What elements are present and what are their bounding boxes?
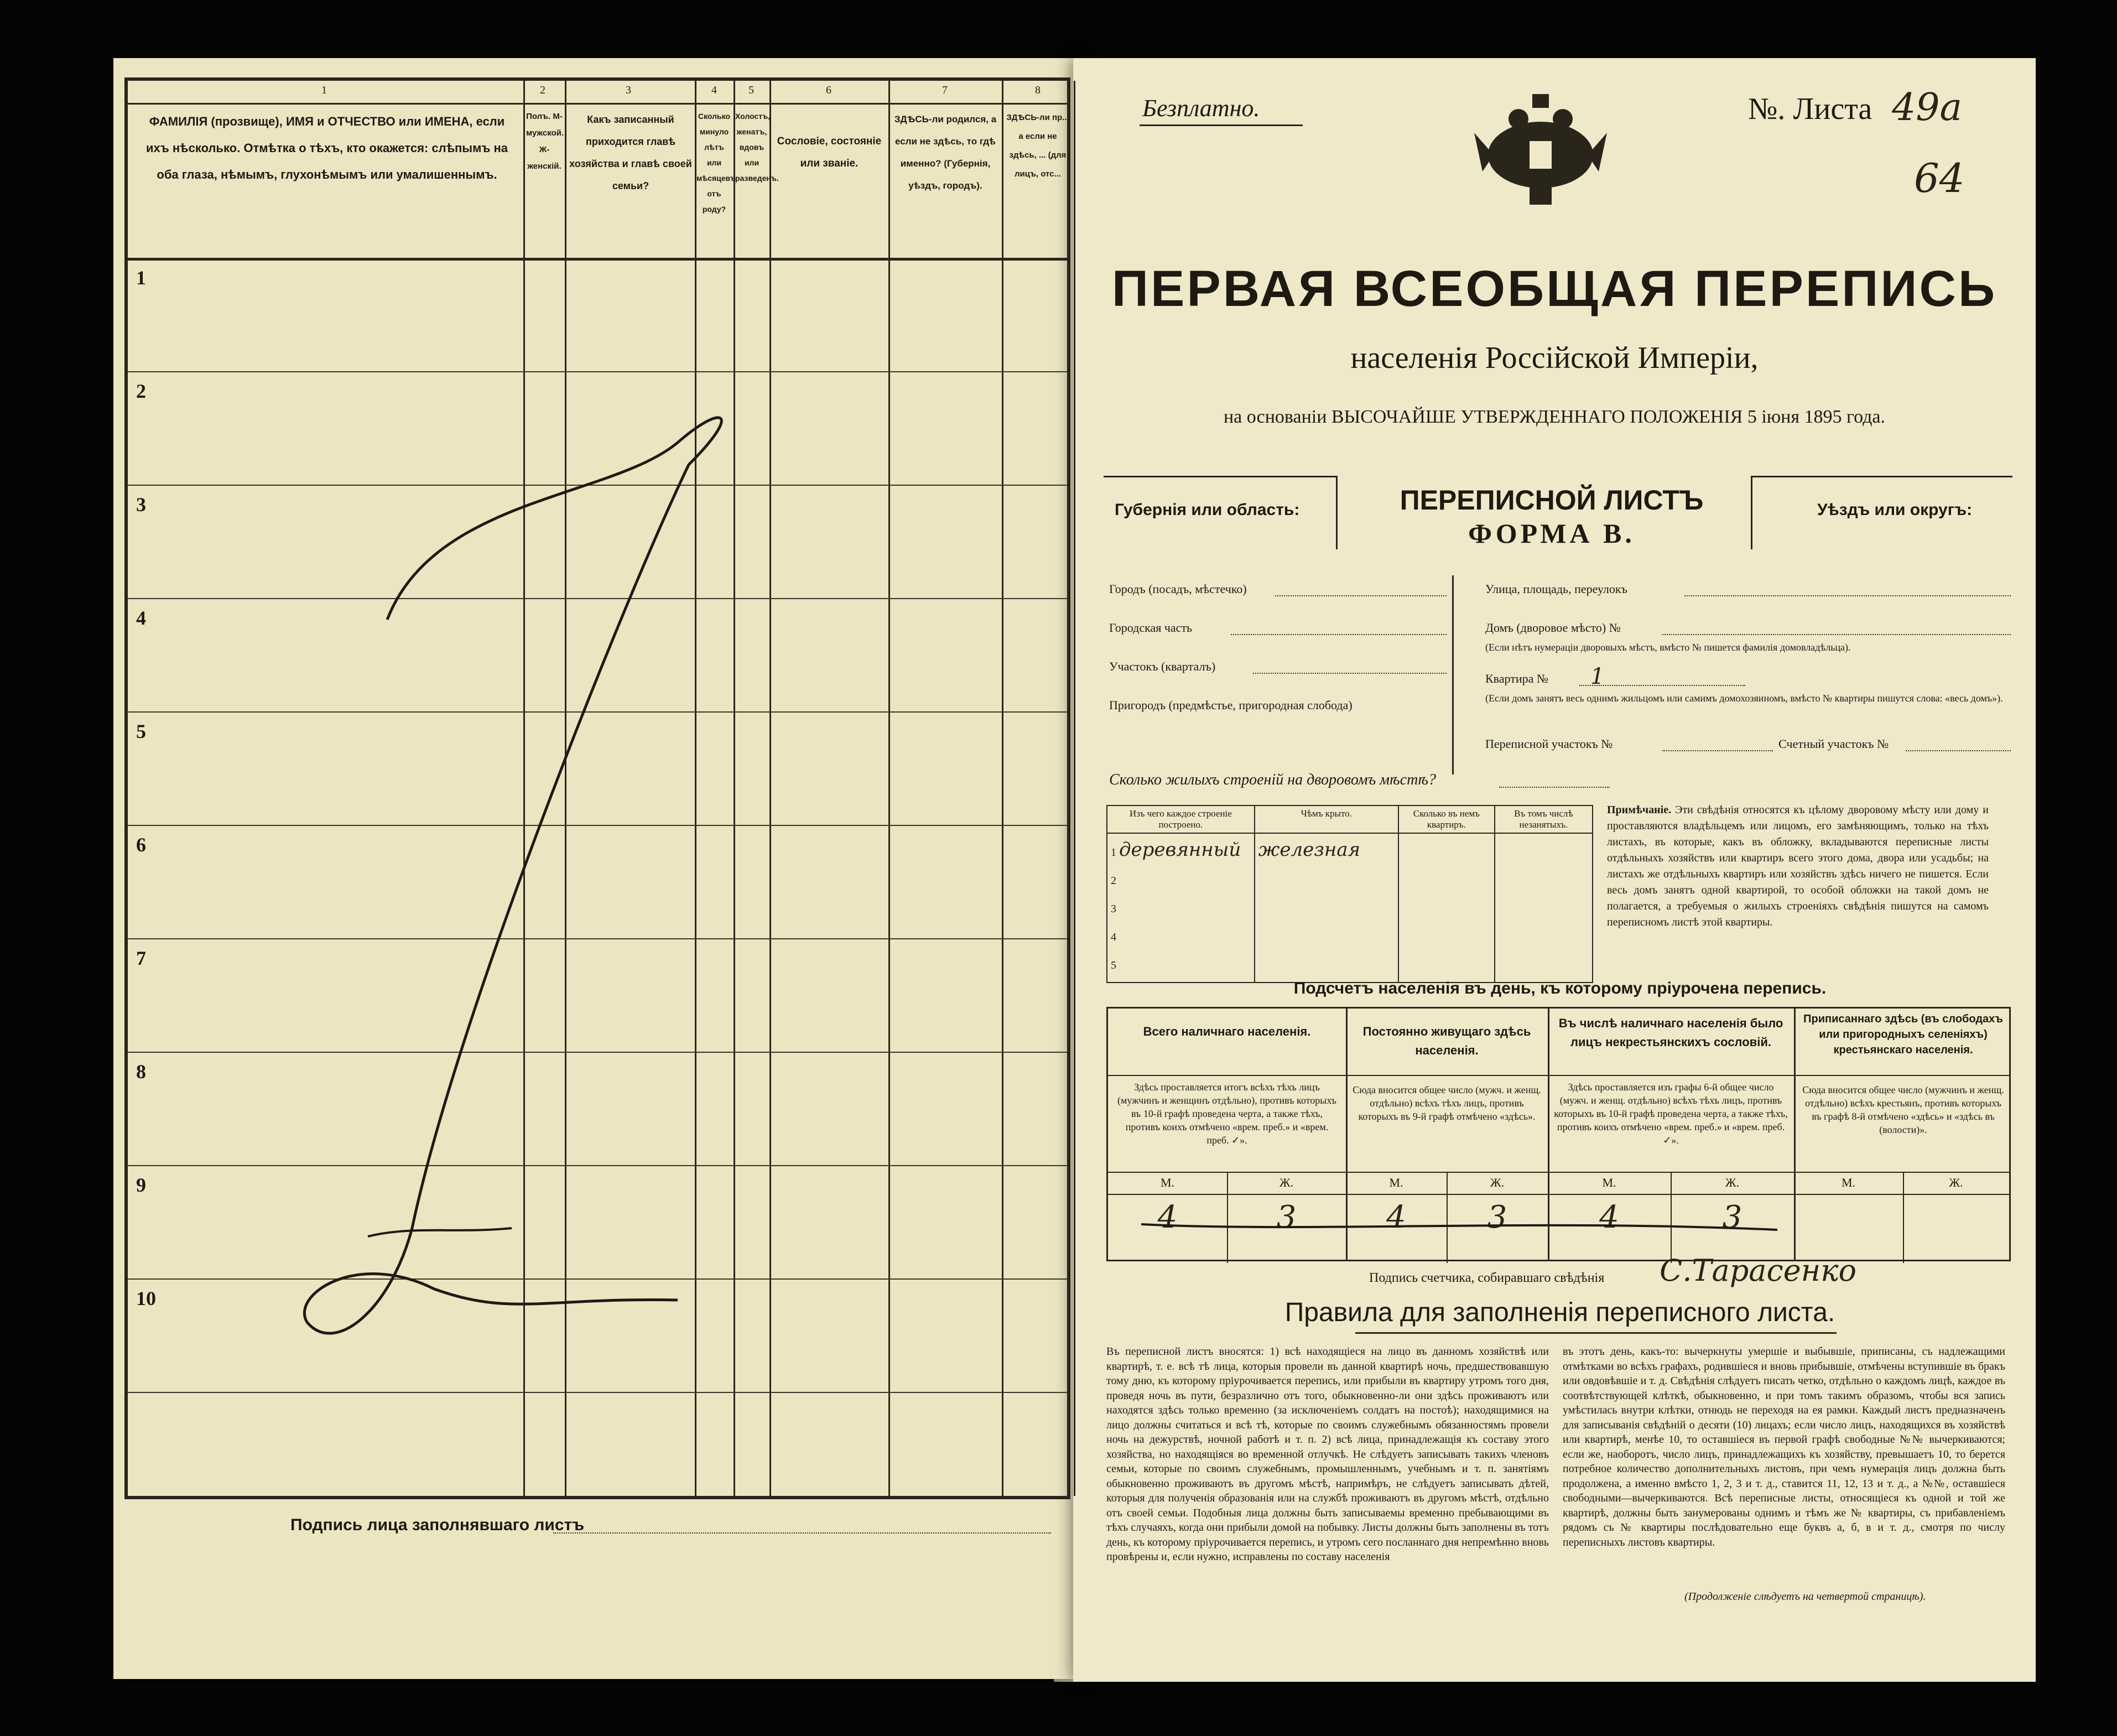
pop-value-non-peasant-m: 4: [1599, 1199, 1619, 1235]
field-precinct: Участокъ (кварталъ): [1109, 659, 1216, 673]
pop-head-peasant: Приписаннаго здѣсь (въ слободахъ или пригородныхъ селеніяхъ) крестьянскаго населенія.: [1803, 1013, 2003, 1056]
page-title: ПЕРВАЯ ВСЕОБЩАЯ ПЕРЕПИСЬ: [1111, 261, 1998, 317]
counter-signature-label: Подпись счетчика, собиравшаго свѣдѣнія: [1369, 1271, 1605, 1285]
mf-label-f: Ж.: [1725, 1176, 1740, 1189]
field-house: Домъ (дворовое мѣсто) №: [1485, 621, 1621, 635]
mf-label-m: М.: [1602, 1176, 1616, 1189]
column-number: 6: [826, 84, 831, 96]
buildings-table: [1106, 805, 1593, 983]
row-number: 9: [136, 1174, 146, 1196]
address-section: [1104, 575, 2022, 775]
buildings-question: Сколько жилыхъ строеній на дворовомъ мѣстѣ?: [1109, 771, 1437, 788]
sheet-label: №. Листа: [1748, 92, 1872, 126]
building-row-number: 4: [1111, 931, 1116, 943]
pop-head-non-peasant: Въ числѣ наличнаго населенія было лицъ некрестьянскихъ сословій.: [1558, 1016, 1783, 1049]
pop-desc-peasant: Сюда вносится общее число (мужчинъ и женщ. отдѣльно) всѣхъ крестьянъ, противъ которыхъ въ графѣ 8-й отмѣчено «здѣсь» и «здѣсь въ (волости)».: [1802, 1084, 2004, 1135]
field-city: Городъ (посадъ, мѣстечко): [1109, 582, 1247, 596]
mf-label-m: М.: [1841, 1176, 1856, 1189]
header-relation: Какъ записанный приходится главѣ хозяйства и главѣ своей семьи?: [569, 114, 692, 191]
strike-through-mark: [124, 77, 1070, 1499]
building-row1-material: деревянный: [1119, 839, 1241, 861]
page-subtitle: населенія Россійской Имперіи,: [1350, 341, 1759, 375]
column-number: 8: [1035, 84, 1041, 96]
row-number: 1: [136, 267, 146, 289]
note-block: [1607, 802, 1989, 931]
rules-continued: (Продолженіе слѣдуетъ на четвертой страницѣ).: [1684, 1591, 1926, 1603]
signature-label: Подпись лица заполнявшаго листъ: [290, 1516, 585, 1534]
header-residence: ЗДѢСЬ-ли пр... а если не здѣсь, ... (для лицъ, отс...: [1006, 113, 1069, 179]
pop-value-permanent-f: 3: [1487, 1199, 1507, 1235]
row-number: 4: [136, 607, 146, 629]
mf-label-f: Ж.: [1279, 1176, 1294, 1189]
field-census-section: Переписной участокъ №: [1485, 737, 1613, 751]
buildings-header-apartments: Сколько въ немъ квартиръ.: [1398, 805, 1495, 833]
header-marital: Холостъ, женатъ, вдовъ или разведенъ.: [735, 112, 779, 183]
mf-label-m: М.: [1160, 1176, 1175, 1189]
column-number: 5: [748, 84, 754, 96]
buildings-header-material: Изъ чего каждое строеніе построено.: [1107, 805, 1255, 833]
header-age: Сколько минуло лѣтъ или мѣсяцевъ отъ роду?: [696, 112, 736, 214]
signature-line: [553, 1532, 1051, 1534]
pop-value-non-peasant-f: 3: [1722, 1199, 1743, 1235]
province-label: Губернія или область:: [1115, 501, 1300, 519]
building-row-number: 1: [1111, 846, 1116, 859]
mf-label-f: Ж.: [1490, 1176, 1505, 1189]
form-title: ПЕРЕПИСНОЙ ЛИСТЪ: [1400, 485, 1704, 516]
field-street: Улица, площадь, переулокъ: [1485, 582, 1627, 596]
pop-value-total-f: 3: [1276, 1199, 1297, 1235]
field-apartment: Квартира №: [1485, 672, 1548, 685]
district-label: Уѣздъ или округъ:: [1817, 501, 1973, 519]
building-row1-roof: железная: [1258, 839, 1360, 861]
building-row-number: 2: [1111, 875, 1116, 887]
basis-line: на основаніи ВЫСОЧАЙШЕ УТВЕРЖДЕННАГО ПОЛОЖЕНІЯ 5 іюня 1895 года.: [1223, 407, 1886, 427]
sheet-number: 49а: [1892, 86, 1963, 129]
column-number: 2: [540, 84, 545, 96]
field-city-part: Городская часть: [1109, 621, 1193, 635]
double-headed-eagle-emblem: [1471, 89, 1610, 210]
header-estate: Сословіе, состояніе или званіе.: [777, 136, 882, 169]
pop-head-total: Всего наличнаго населенія.: [1143, 1025, 1311, 1038]
pop-desc-non-peasant: Здѣсь проставляется изъ графы 6-й общее число (мужч. и женщ. отдѣльно) всѣхъ тѣхъ лицъ, противъ которыхъ въ 10-й графѣ проведена черта, а также тѣхъ, противъ коихъ отмѣчено «врем. преб.» и «врем. преб. ✓».: [1554, 1082, 1788, 1146]
pop-desc-permanent: Сюда вносится общее число (мужч. и женщ. отдѣльно) всѣхъ тѣхъ лицъ, противъ которыхъ въ 9-й графѣ отмѣчено «здѣсь».: [1353, 1084, 1541, 1122]
form-header: [1104, 476, 2014, 553]
field-count-section: Счетный участокъ №: [1778, 737, 1889, 751]
pop-desc-total: Здѣсь проставляется итогъ всѣхъ тѣхъ лицъ (мужчинъ и женщинъ отдѣльно), противъ которыхъ въ 10-й графѣ проведена черта, а также тѣхъ, противъ коихъ отмѣчено «врем. преб.» и «врем. преб. ✓».: [1117, 1082, 1336, 1146]
population-title: Подсчетъ населенія въ день, къ которому пріурочена перепись.: [1293, 979, 1827, 997]
note-text: Эти свѣдѣнія относятся къ цѣлому дворовому мѣсту или дому и проставляются владѣльцемъ или лицомъ, его замѣняющимъ, только на тѣхъ листахъ, въ которые, какъ въ обложку, вкладываются переписные листы отдѣльныхъ хозяйствъ или квартиръ всего этого дома, двора или усадьбы; на листахъ же отдѣльныхъ квартиръ или хозяйствъ здѣсь ничего не пишется. Если весь домъ занятъ одной квартирой, то особой обложки на такой домъ не полагается, а требуемыя о жилыхъ строеніяхъ свѣдѣнія пишутся на самомъ переписномъ листѣ этой квартиры.: [1607, 804, 1989, 928]
row-number: 7: [136, 947, 146, 969]
row-number: 2: [136, 380, 146, 402]
buildings-header-roof: Чѣмъ крыто.: [1255, 805, 1398, 833]
pop-head-permanent: Постоянно живущаго здѣсь населенія.: [1362, 1025, 1531, 1057]
note-label: Примѣчаніе.: [1607, 804, 1672, 816]
row-number: 3: [136, 493, 146, 516]
row-number: 10: [136, 1287, 156, 1309]
sheet-number-alt: 64: [1914, 155, 1965, 201]
rules-title: Правила для заполненія переписного листа.: [1284, 1298, 1835, 1327]
row-number: 5: [136, 720, 146, 742]
building-row-number: 5: [1111, 959, 1116, 971]
form-subtitle: ФОРМА В.: [1468, 518, 1635, 549]
population-table: [1106, 1007, 2011, 1261]
rules-left-column: Въ переписной листъ вносятся: 1) всѣ находящіеся на лицо въ данномъ хозяйствѣ или квартирѣ, т. е. всѣ тѣ лица, которыя провели въ данной квартирѣ ночь, предшествовавшую тому дню, къ которому пріурочивается перепись, или прибыли въ квартиру утромъ того дня, проведя ночь въ пути, безразлично отъ того, обыкновенно-ли они здѣсь проживаютъ или находятся здѣсь только временно (за исключеніемъ солдатъ на постоѣ); находящимися на лицо должны считаться и всѣ тѣ, которые по своимъ служебнымъ обязанностямъ провели ночь на дежурствѣ, ночной работѣ и т. п. 2) всѣ лица, принадлежащія къ составу этого хозяйства, но находящіяся во временной отлучкѣ. Не слѣдуетъ записывать такихъ членовъ семьи, которые по своимъ служебнымъ, промышленнымъ, учебнымъ и т. п. занятіямъ обыкновенно проживаютъ въ другомъ мѣстѣ, напримѣръ, не слѣдуетъ записывать дѣтей, которыя для полученія образованія или на службѣ проживаютъ въ другомъ мѣстѣ, отдѣльно отъ своей семьи. Подобныя лица должны быть записываемы временно пребывающими въ тѣхъ случаяхъ, когда они прибыли домой на побывку. Листы должны быть заполнены въ тотъ день, къ которому пріурочивается перепись, и утромъ сего посланнаго дня непремѣнно вновь провѣрены и, если нужно, исправлены по составу населенія: [1106, 1345, 1549, 1563]
header-birthplace: ЗДѢСЬ-ли родился, а если не здѣсь, то гдѣ именно? (Губернія, уѣздъ, городъ).: [894, 114, 997, 191]
mf-label-m: М.: [1389, 1176, 1403, 1189]
pop-value-total-m: 4: [1157, 1199, 1178, 1235]
buildings-header-vacant: Въ томъ числѣ незанятыхъ.: [1495, 805, 1593, 833]
handwritten-underline: [1141, 1208, 1777, 1241]
pop-value-permanent-m: 4: [1386, 1199, 1406, 1235]
column-number: 1: [321, 84, 327, 96]
counter-signature: С.Тарасенко: [1660, 1253, 1856, 1288]
field-suburb: Пригородъ (предмѣстье, пригородная слобода): [1109, 698, 1353, 712]
house-note: (Если нѣтъ нумераціи дворовыхъ мѣстъ, вмѣсто № пишется фамилія домовладѣльца).: [1485, 642, 1851, 653]
rules-right-column: въ этотъ день, какъ-то: вычеркнуты умершіе и выбывшіе, приписаны, съ надлежащими отмѣтками во всѣхъ графахъ, родившіеся и вновь прибывшіе, отмѣчены вступившіе въ бракъ или овдовѣвшіе и т. д. Свѣдѣнія слѣдуетъ писать четко, отдѣльно о каждомъ лицѣ, каждое въ соотвѣтствующей клѣткѣ, обыкновенно, и при томъ такимъ образомъ, чтобы вся запись умѣстилась внутри клѣтки, отнюдь не переходя на ея рамки. Каждый листъ предназначенъ для записыванія свѣдѣній о десяти (10) лицахъ; если число лицъ, находящихся въ хозяйствѣ или квартирѣ, менѣе 10, то оставшіеся въ первой графѣ свободные №№ вычеркиваются; если же, наоборотъ, число лицъ, принадлежащихъ къ хозяйству, превышаетъ 10, то берется потребное количество дополнительныхъ листовъ, при чемъ нумерація лицъ должна быть продолжена, а именно вмѣсто 1, 2, 3 и т. д., ставится 11, 12, 13 и т. д., а №№, оставшіеся свободными—вычеркиваются. Всѣ переписные листы, относящіеся къ одной и той же квартирѣ, должны быть занумерованы однимъ и тѣмъ же № квартиры, съ прибавленіемъ рядомъ съ № квартиры послѣдовательно еще буквъ а, б, в и т. д., смотря по числу переписныхъ листовъ квартиры.: [1563, 1345, 2005, 1548]
column-number: 4: [711, 84, 717, 96]
building-row-number: 3: [1111, 903, 1116, 915]
free-label: Безплатно.: [1142, 95, 1260, 122]
apartment-note: (Если домъ занятъ весь однимъ жильцомъ или самимъ домохозяиномъ, вмѣсто № квартиры пишутся слова: «весь домъ»).: [1485, 693, 2003, 704]
row-number: 8: [136, 1061, 146, 1083]
header-name: ФАМИЛІЯ (прозвище), ИМЯ и ОТЧЕСТВО или ИМЕНА, если ихъ нѣсколько. Отмѣтка о тѣхъ, кто окажется: слѣпымъ на оба глаза, нѣмымъ, глухонѣмымъ или умалишеннымъ.: [145, 115, 508, 181]
header-sex: Полъ. М-мужской. Ж-женскій.: [526, 112, 564, 171]
mf-label-f: Ж.: [1949, 1176, 1963, 1189]
column-number: 7: [942, 84, 948, 96]
row-number: 6: [136, 834, 146, 856]
column-number: 3: [626, 84, 631, 96]
apartment-value: 1: [1590, 664, 1605, 689]
